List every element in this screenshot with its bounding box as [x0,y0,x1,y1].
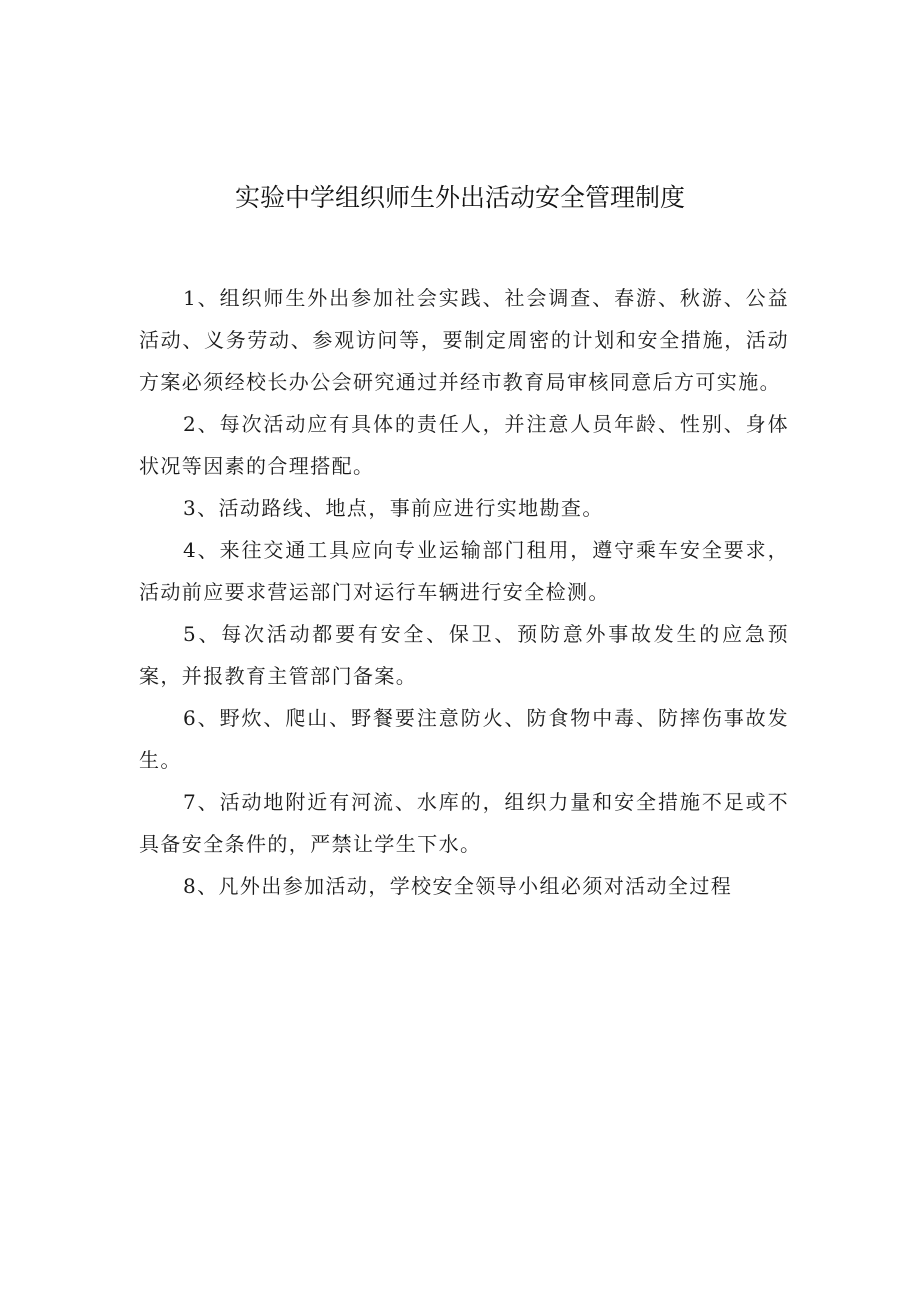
paragraph-1: 1、组织师生外出参加社会实践、社会调查、春游、秋游、公益活动、义务劳动、参观访问等，要制定周密的计划和安全措施，活动方案必须经校长办公会研究通过并经市教育局审核同意后方可实施。 [139,286,789,394]
document-body [139,277,789,907]
paragraph-4: 4、来往交通工具应向专业运输部门租用，遵守乘车安全要求，活动前应要求营运部门对运行车辆进行安全检测。 [139,538,789,604]
paragraph-6: 6、野炊、爬山、野餐要注意防火、防食物中毒、防摔伤事故发生。 [139,706,789,772]
paragraph-5: 5、每次活动都要有安全、保卫、预防意外事故发生的应急预案，并报教育主管部门备案。 [139,622,789,688]
paragraph-2: 2、每次活动应有具体的责任人，并注意人员年龄、性别、身体状况等因素的合理搭配。 [139,412,789,478]
document-title: 实验中学组织师生外出活动安全管理制度 [234,183,685,212]
paragraph-7: 7、活动地附近有河流、水库的，组织力量和安全措施不足或不具备安全条件的，严禁让学生下水。 [139,790,789,856]
paragraph-3: 3、活动路线、地点，事前应进行实地勘查。 [183,496,604,520]
paragraph-8: 8、凡外出参加活动，学校安全领导小组必须对活动全过程 [183,874,733,898]
